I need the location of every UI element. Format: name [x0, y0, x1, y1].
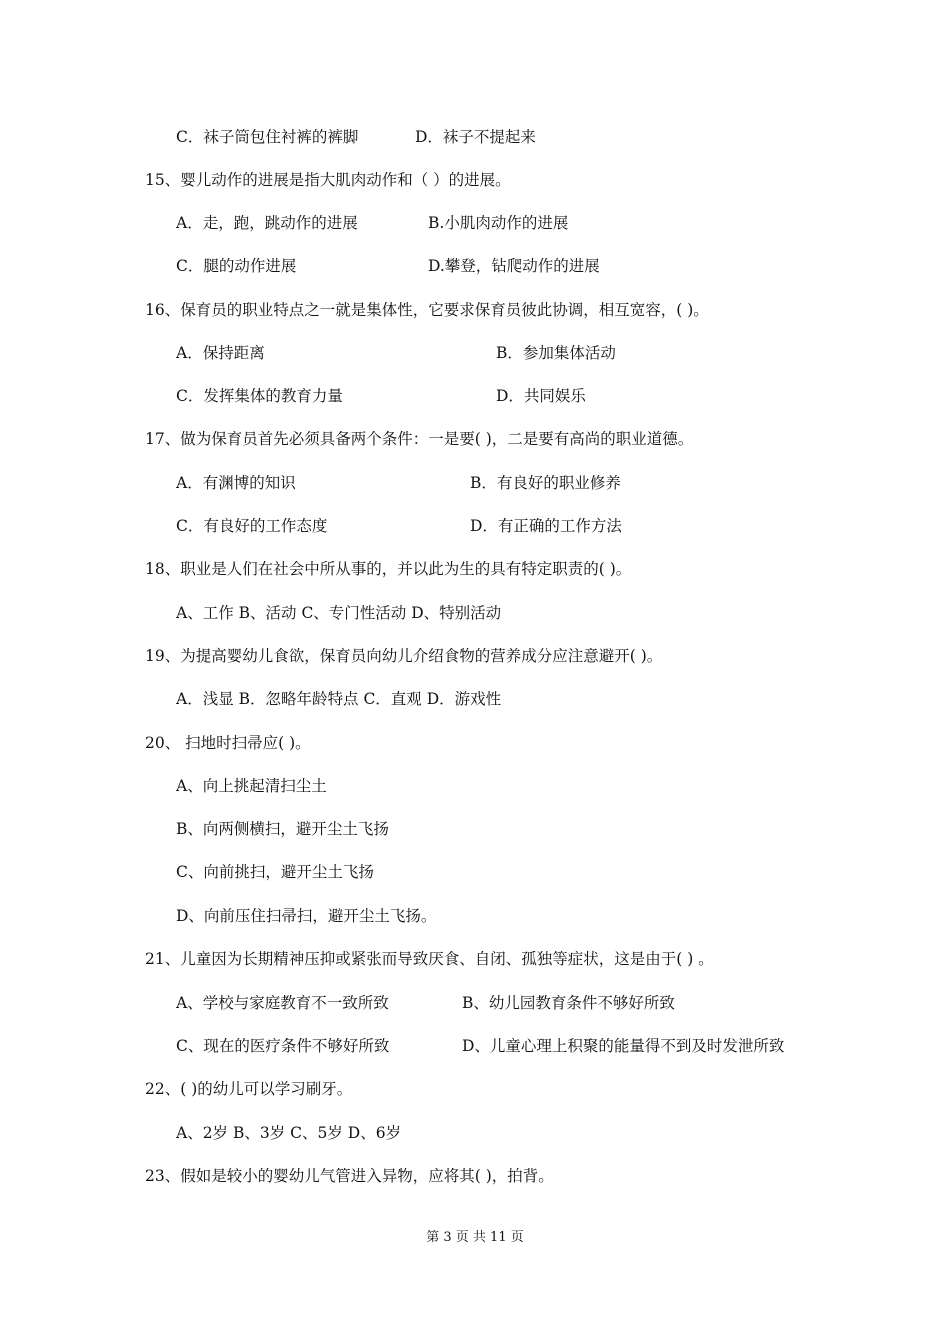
- question-23: 23、假如是较小的婴幼儿气管进入异物，应将其( )，拍背。: [145, 1167, 554, 1185]
- option-b-q17: B．有良好的职业修养: [470, 474, 621, 492]
- option-d-q15: D.攀登，钻爬动作的进展: [428, 257, 600, 275]
- question-16: 16、保育员的职业特点之一就是集体性，它要求保育员彼此协调，相互宽容，( )。: [145, 301, 709, 319]
- option-b-q16: B．参加集体活动: [496, 344, 616, 362]
- option-b-q21: B、幼儿园教育条件不够好所致: [462, 994, 675, 1012]
- option-d-q21: D、儿童心理上积聚的能量得不到及时发泄所致: [462, 1037, 785, 1055]
- option-c-q15: C．腿的动作进展: [176, 257, 297, 275]
- question-20: 20、 扫地时扫帚应( )。: [145, 734, 311, 752]
- option-b-q15: B.小肌肉动作的进展: [428, 214, 569, 232]
- options-q22: A、2岁 B、3岁 C、5岁 D、6岁: [176, 1124, 402, 1142]
- option-b-q20: B、向两侧横扫，避开尘土飞扬: [176, 820, 389, 838]
- option-a-q16: A．保持距离: [176, 344, 265, 362]
- option-c-q21: C、现在的医疗条件不够好所致: [176, 1037, 390, 1055]
- option-c-q16: C．发挥集体的教育力量: [176, 387, 343, 405]
- options-q19: A．浅显 B．忽略年龄特点 C．直观 D．游戏性: [176, 690, 502, 708]
- option-a-q21: A、学校与家庭教育不一致所致: [176, 994, 389, 1012]
- question-21: 21、儿童因为长期精神压抑或紧张而导致厌食、自闭、孤独等症状，这是由于( ) 。: [145, 950, 714, 968]
- question-19: 19、为提高婴幼儿食欲，保育员向幼儿介绍食物的营养成分应注意避开( )。: [145, 647, 663, 665]
- question-17: 17、做为保育员首先必须具备两个条件：一是要( )，二是要有高尚的职业道德。: [145, 430, 694, 448]
- option-a-q15: A．走，跑，跳动作的进展: [176, 214, 358, 232]
- page-footer: 第 3 页 共 11 页: [426, 1230, 524, 1245]
- option-c-q20: C、向前挑扫，避开尘土飞扬: [176, 863, 374, 881]
- question-22: 22、( )的幼儿可以学习刷牙。: [145, 1080, 353, 1098]
- question-15: 15、婴儿动作的进展是指大肌肉动作和（ ）的进展。: [145, 171, 511, 189]
- option-c-q14: C．袜子筒包住衬裤的裤脚: [176, 128, 359, 146]
- option-d-q20: D、向前压住扫帚扫，避开尘土飞扬。: [176, 907, 437, 925]
- option-c-q17: C．有良好的工作态度: [176, 517, 328, 535]
- options-q18: A、工作 B、活动 C、专门性活动 D、特别活动: [176, 604, 502, 622]
- option-a-q20: A、向上挑起清扫尘土: [176, 777, 327, 795]
- option-d-q16: D．共同娱乐: [496, 387, 586, 405]
- option-d-q17: D．有正确的工作方法: [470, 517, 622, 535]
- question-18: 18、职业是人们在社会中所从事的，并以此为生的具有特定职责的( )。: [145, 560, 632, 578]
- option-a-q17: A．有渊博的知识: [176, 474, 296, 492]
- option-d-q14: D．袜子不提起来: [415, 128, 536, 146]
